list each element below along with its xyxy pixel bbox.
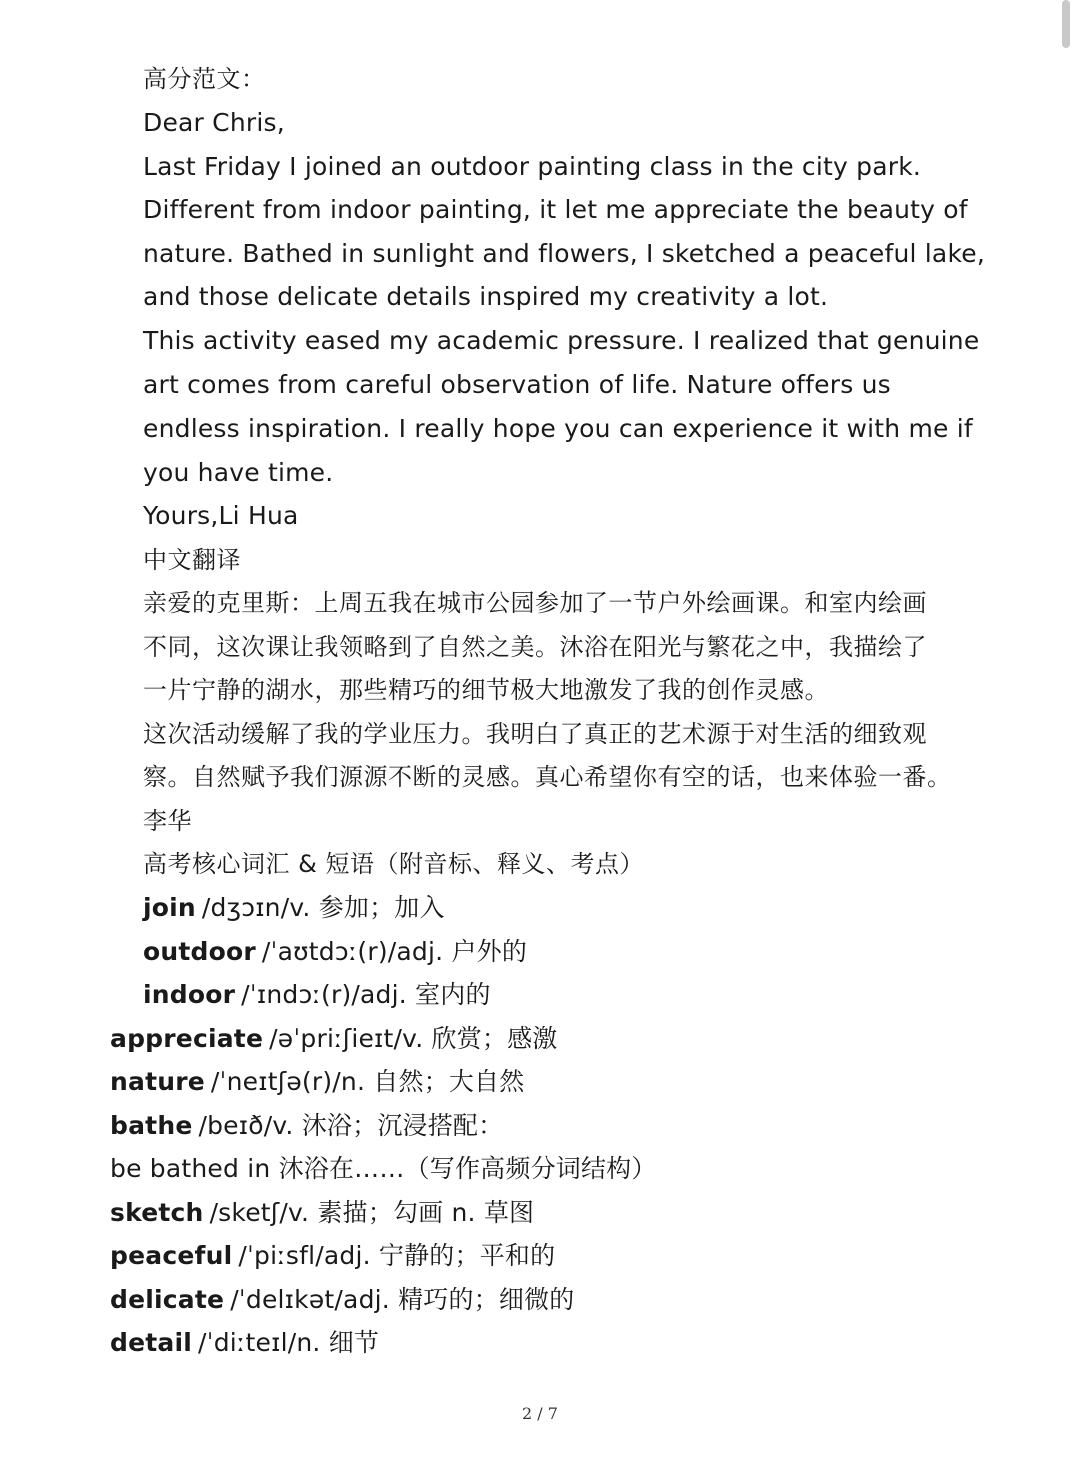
vocab-word: delicate [110, 1285, 225, 1314]
translation-signature: 李华 [143, 807, 192, 835]
vocab-entry [110, 1067, 524, 1097]
vocab-phrase: be bathed in 沐浴在……（写作高频分词结构） [110, 1154, 657, 1183]
translation-line: 不同，这次课让我领略到了自然之美。沐浴在阳光与繁花之中，我描绘了 [143, 633, 927, 661]
page-number: 2 / 7 [522, 1404, 558, 1423]
essay-line: endless inspiration. I really hope you can experience it with me if [143, 414, 973, 443]
essay-greeting: Dear Chris, [143, 108, 285, 137]
vocab-definition: /ˈdelɪkət/adj. 精巧的；细微的 [230, 1285, 575, 1314]
essay-heading: 高分范文： [143, 65, 266, 93]
vocab-definition: /ˈpiːsfl/adj. 宁静的；平和的 [238, 1241, 556, 1270]
essay-line: Last Friday I joined an outdoor painting class in the city park. [143, 152, 922, 181]
essay-line: nature. Bathed in sunlight and flowers, I sketched a peaceful lake, [143, 239, 985, 268]
vocab-entry [143, 937, 527, 967]
vocab-definition: /dʒɔɪn/v. 参加；加入 [201, 893, 445, 922]
translation-line: 察。自然赋予我们源源不断的灵感。真心希望你有空的话，也来体验一番。 [143, 763, 952, 791]
vocab-entry [110, 1154, 657, 1184]
vocab-word: indoor [143, 980, 236, 1009]
essay-line: Different from indoor painting, it let me appreciate the beauty of [143, 195, 968, 224]
vocab-word: sketch [110, 1198, 204, 1227]
vocab-word: outdoor [143, 937, 256, 966]
vocab-word: appreciate [110, 1024, 264, 1053]
essay-closing: Yours,Li Hua [143, 501, 299, 530]
vocab-definition: /ˈdiːteɪl/n. 细节 [198, 1328, 380, 1357]
vocab-word: bathe [110, 1111, 193, 1140]
essay-line: art comes from careful observation of life. Nature offers us [143, 370, 891, 399]
vocab-definition: /əˈpriːʃieɪt/v. 欣赏；感激 [269, 1024, 558, 1053]
vocab-word: detail [110, 1328, 193, 1357]
vocab-entry [110, 1328, 379, 1358]
vocab-entry [110, 1241, 555, 1271]
essay-line: This activity eased my academic pressure. I realized that genuine [143, 326, 980, 355]
vocab-definition: /ˈɪndɔː(r)/adj. 室内的 [241, 980, 491, 1009]
vocab-word: nature [110, 1067, 205, 1096]
vocab-entry [143, 893, 445, 923]
translation-line: 一片宁静的湖水，那些精巧的细节极大地激发了我的创作灵感。 [143, 676, 829, 704]
translation-heading: 中文翻译 [143, 546, 241, 574]
essay-line: you have time. [143, 458, 334, 487]
translation-line: 这次活动缓解了我的学业压力。我明白了真正的艺术源于对生活的细致观 [143, 720, 927, 748]
essay-line: and those delicate details inspired my creativity a lot. [143, 282, 829, 311]
vocabulary-heading: 高考核心词汇 & 短语（附音标、释义、考点） [143, 850, 644, 878]
vocab-entry [110, 1024, 558, 1054]
vocab-word: peaceful [110, 1241, 233, 1270]
translation-line: 亲爱的克里斯：上周五我在城市公园参加了一节户外绘画课。和室内绘画 [143, 589, 927, 617]
vocab-entry [110, 1198, 534, 1228]
scrollbar-thumb[interactable] [1062, 0, 1070, 48]
vocab-word: join [143, 893, 196, 922]
vocab-definition: /ˈneɪtʃə(r)/n. 自然；大自然 [210, 1067, 525, 1096]
vocab-definition: /beɪð/v. 沐浴；沉浸搭配： [198, 1111, 504, 1140]
vocab-definition: /sketʃ/v. 素描；勾画 n. 草图 [209, 1198, 535, 1227]
vocab-entry [110, 1111, 503, 1141]
vocab-definition: /ˈaʊtdɔː(r)/adj. 户外的 [261, 937, 528, 966]
vocab-entry [110, 1285, 574, 1315]
vocab-entry [143, 980, 491, 1010]
